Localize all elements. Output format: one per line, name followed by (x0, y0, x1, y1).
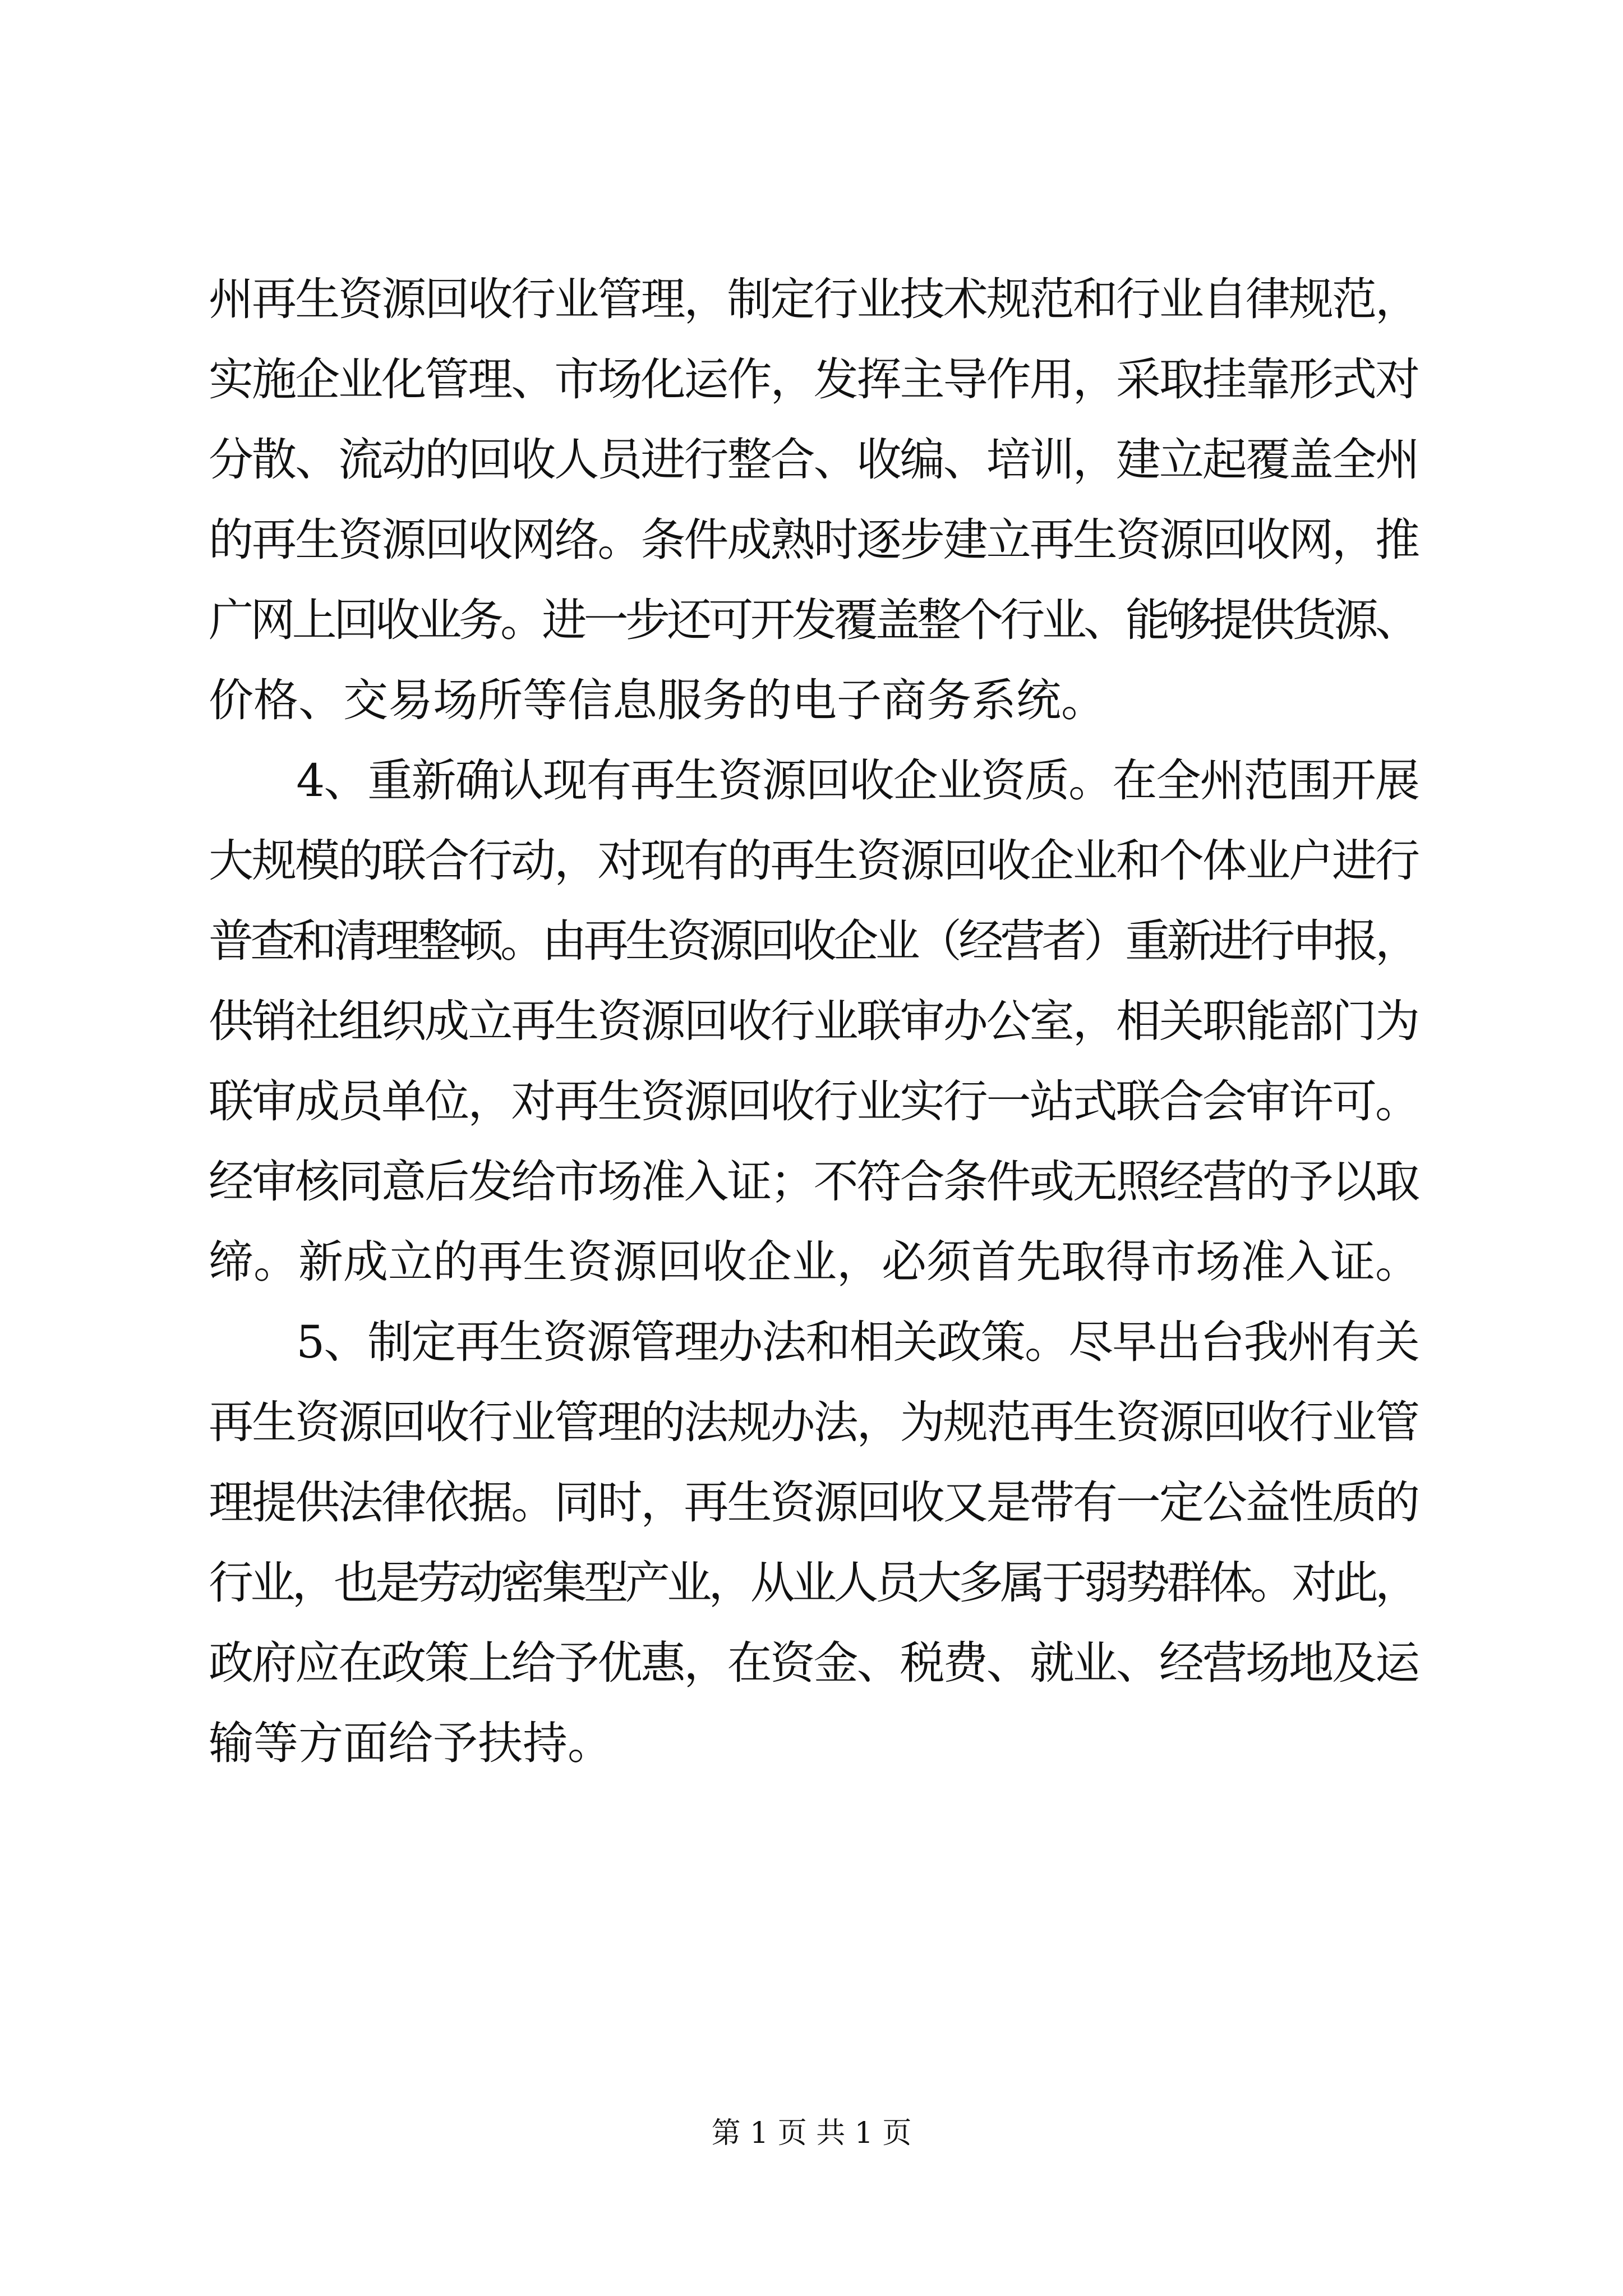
text-line: 分散、流动的回收人员进行整合、收编、培训，建立起覆盖全州 (209, 434, 1419, 486)
text-line: 的再生资源回收网络。条件成熟时逐步建立再生资源回收网，推 (209, 514, 1419, 566)
text-line: 普查和清理整顿。由再生资源回收企业（经营者）重新进行申报， (209, 915, 1417, 967)
text-line: 价格、交易场所等信息服务的电子商务系统。 (209, 674, 1106, 726)
text-line: 经审核同意后发给市场准入证；不符合条件或无照经营的予以取 (209, 1156, 1419, 1208)
text-line: 理提供法律依据。同时，再生资源回收又是带有一定公益性质的 (209, 1476, 1419, 1529)
text-line: 输等方面给予扶持。 (209, 1717, 612, 1769)
text-line: 州再生资源回收行业管理，制定行业技术规范和行业自律规范， (209, 273, 1419, 325)
text-line: 联审成员单位，对再生资源回收行业实行一站式联合会审许可。 (209, 1075, 1419, 1128)
text-line: 4、重新确认现有再生资源回收企业资质。在全州范围开展 (209, 754, 1419, 807)
text-line: 再生资源回收行业管理的法规办法，为规范再生资源回收行业管 (209, 1396, 1419, 1448)
text-line: 行业，也是劳动密集型产业，从业人员大多属于弱势群体。对此， (209, 1557, 1417, 1609)
page-footer: 第 1 页 共 1 页 (711, 2116, 912, 2150)
body-text (209, 259, 1420, 1783)
text-line: 广网上回收业务。进一步还可开发覆盖整个行业、能够提供货源、 (209, 594, 1417, 646)
text-line: 实施企业化管理、市场化运作，发挥主导作用，采取挂靠形式对 (209, 353, 1419, 406)
text-line: 缔。新成立的再生资源回收企业，必须首先取得市场准入证。 (209, 1236, 1420, 1288)
text-line: 5、制定再生资源管理办法和相关政策。尽早出台我州有关 (209, 1316, 1419, 1368)
text-line: 供销社组织成立再生资源回收行业联审办公室，相关职能部门为 (209, 995, 1419, 1047)
text-line: 政府应在政策上给予优惠，在资金、税费、就业、经营场地及运 (209, 1637, 1419, 1689)
text-line: 大规模的联合行动，对现有的再生资源回收企业和个体业户进行 (209, 835, 1419, 887)
